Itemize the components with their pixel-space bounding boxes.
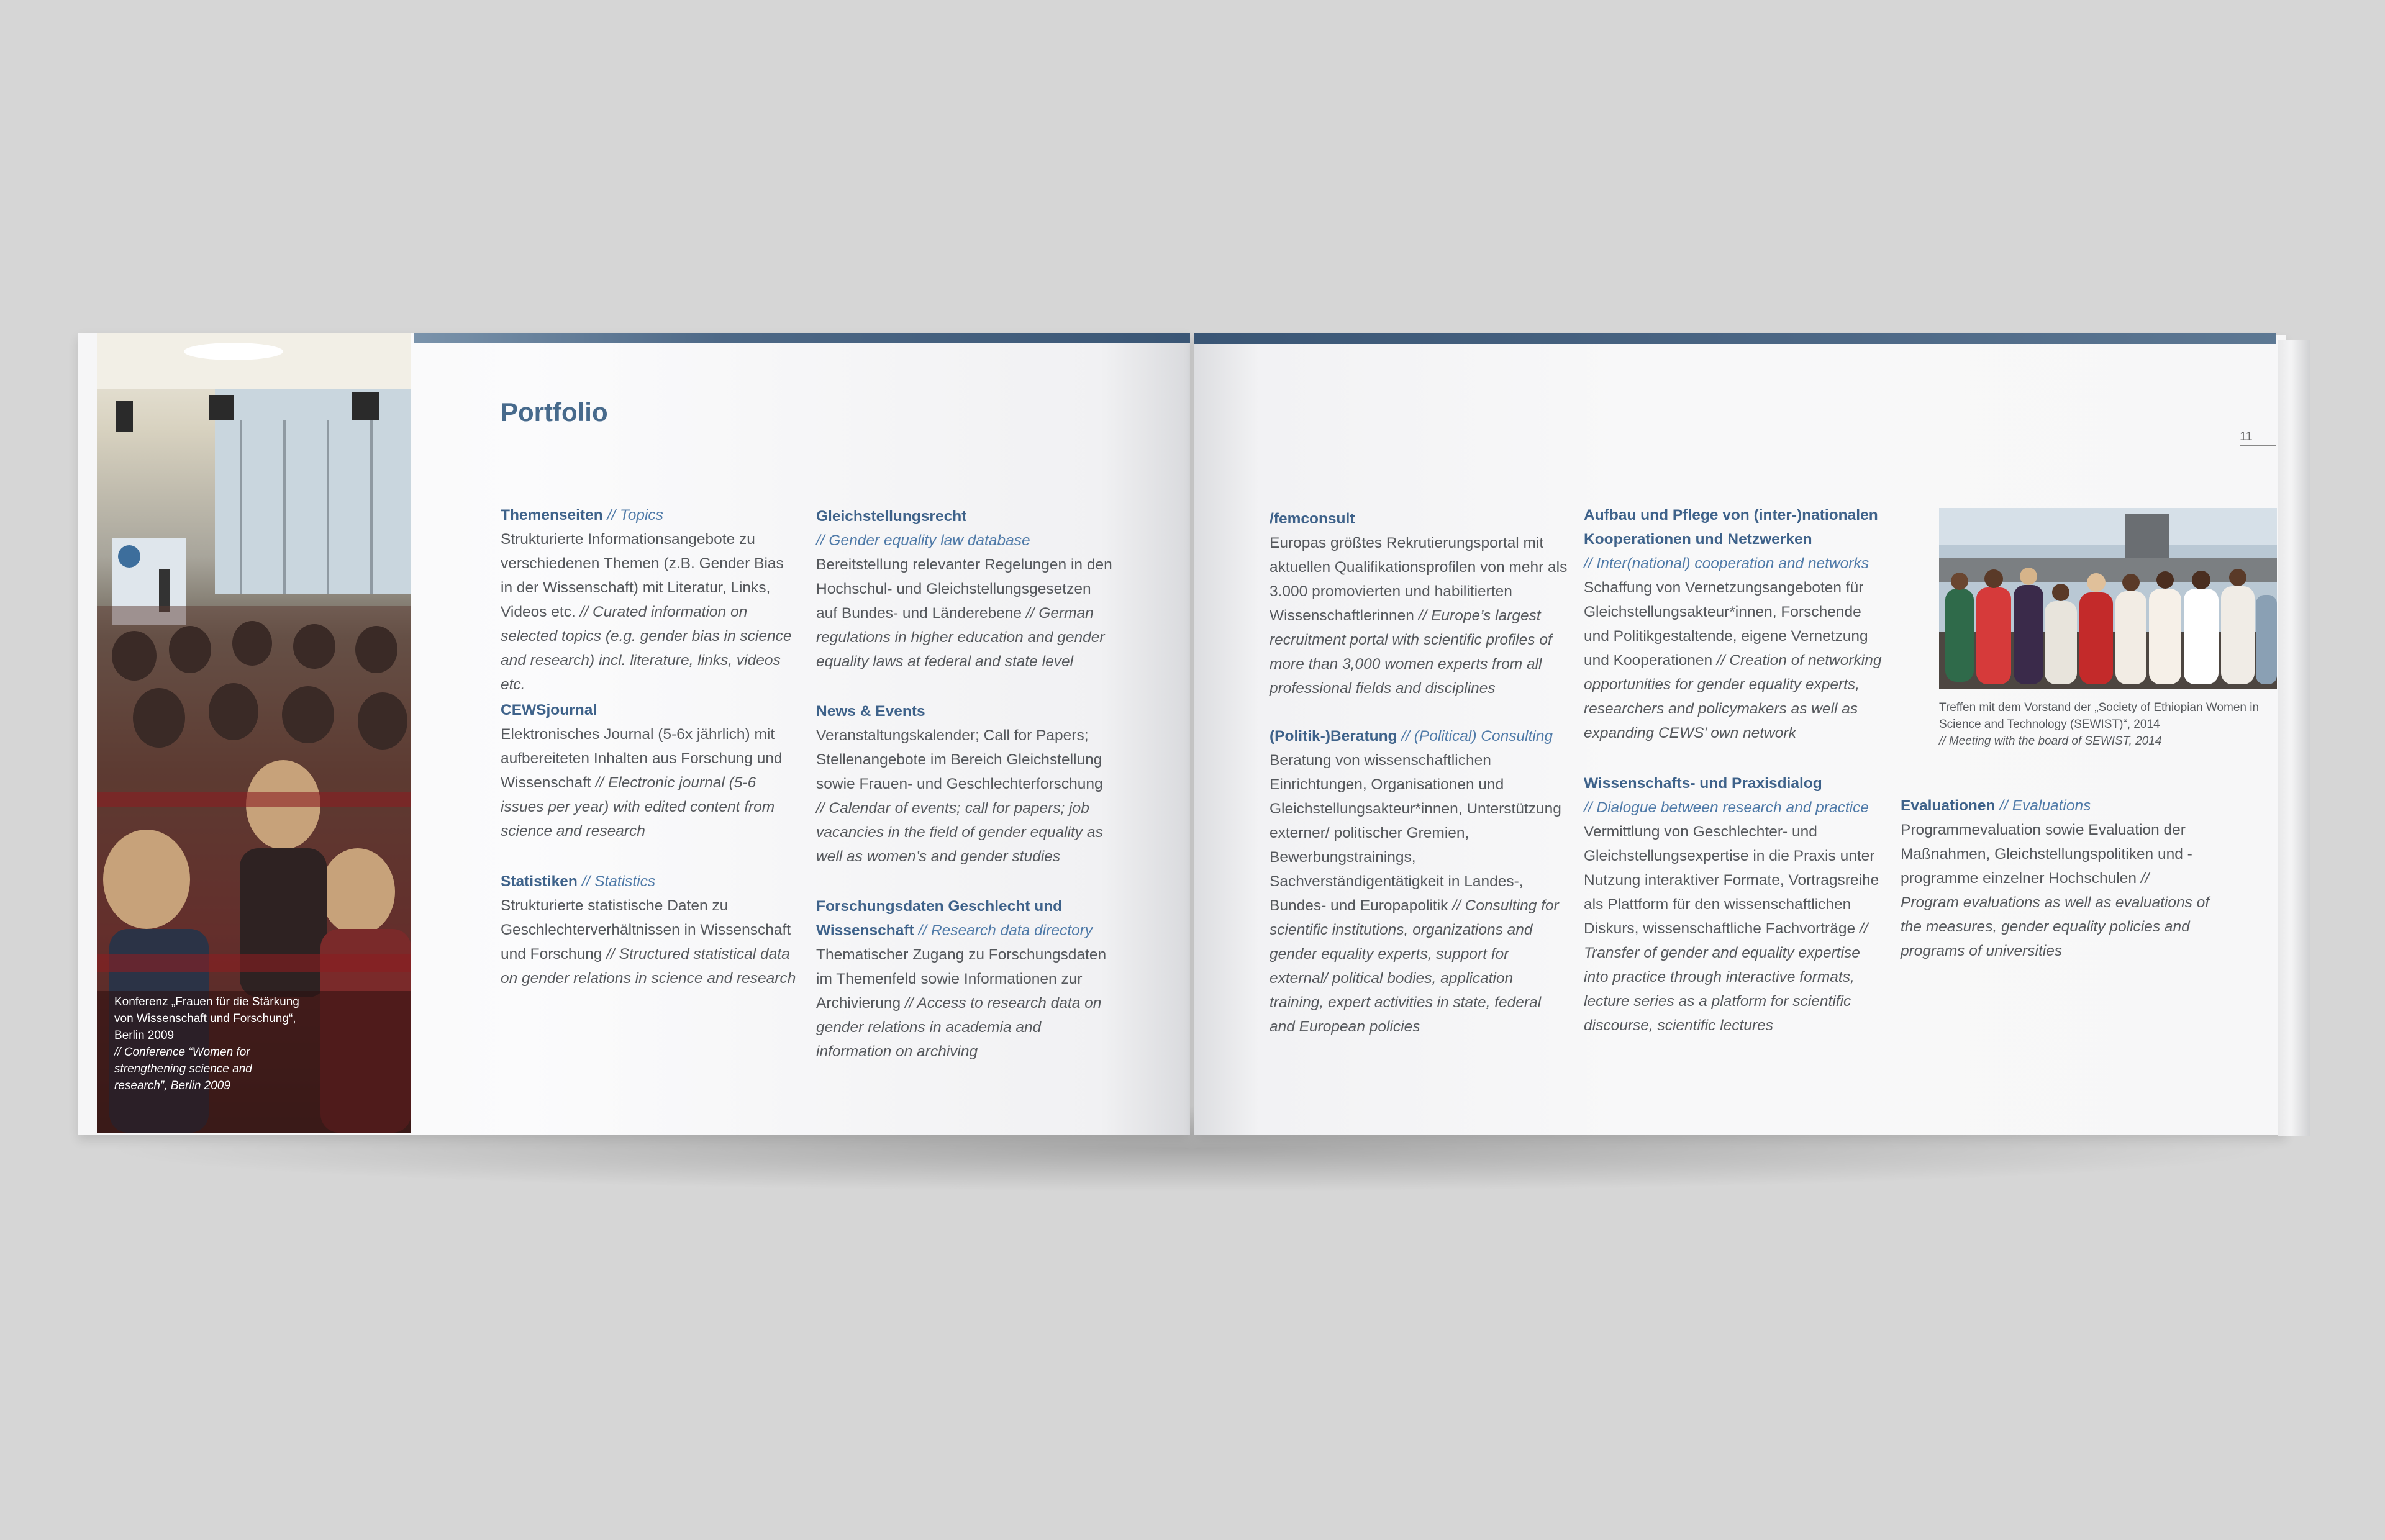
section-body-en: // German regulations in higher education and gender equality laws at federal and state level [816, 605, 1105, 670]
section-kooperationen [1584, 503, 1888, 745]
left-photo-caption-en: // Conference “Women for strengthening science and research”, Berlin 2009 [114, 1046, 252, 1092]
section-body: Thematischer Zugang zu Forschungsdaten im Themenfeld sowie Informationen zur Archivierung [816, 946, 1107, 1012]
section-heading-en: // Research data directory [918, 922, 1093, 939]
section-news-events [816, 699, 1114, 869]
section-heading-en: // Evaluations [1999, 797, 2091, 814]
section-body-en: // Europe’s largest recruitment portal with scientific profiles of more than 3,000 women experts from all professional fields and disciplines [1270, 607, 1552, 697]
section-heading: Statistiken [501, 873, 578, 890]
section-body-en: // Calendar of events; call for papers; job vacancies in the field of gender equality as well as women’s and gender studies [816, 800, 1103, 865]
section-heading: Wissenschafts- und Praxisdialog [1584, 775, 1822, 792]
page-number-rule [2240, 445, 2276, 446]
section-heading: Evaluationen [1901, 797, 1996, 814]
section-heading: Gleichstellungsrecht [816, 508, 967, 525]
section-body: Strukturierte Informationsangebote zu verschiedenen Themen (z.B. Gender Bias in der Wissenschaft) mit Literatur, Links, Videos etc. [501, 531, 784, 620]
right-header-band [1194, 333, 2276, 344]
section-heading-en: // Gender equality law database [816, 532, 1030, 549]
section-heading: Forschungsdaten Geschlecht und Wissenschaft [816, 898, 1063, 939]
page-number: 11 [2240, 430, 2253, 443]
section-body: Strukturierte statistische Daten zu Geschlechterverhältnissen in Wissenschaft und Forschung [501, 897, 791, 962]
section-heading: (Politik-)Beratung [1270, 728, 1397, 745]
section-heading: Aufbau und Pflege von (inter-)nationalen Kooperationen und Netzwerken [1584, 507, 1878, 548]
meeting-photo [1939, 508, 2277, 689]
right-photo-caption-de: Treffen mit dem Vorstand der „Society of Ethiopian Women in Science and Technology (SEWIST)“, 2014 [1939, 701, 2260, 731]
section-body-en: // Curated information on selected topics (e.g. gender bias in science and research) incl. literature, links, videos etc. [501, 604, 792, 693]
right-photo-caption [1939, 699, 2274, 750]
section-dialog [1584, 771, 1888, 1038]
section-heading-en: // Statistics [581, 873, 656, 890]
section-themenseiten [501, 503, 799, 697]
section-evaluationen [1901, 794, 2211, 963]
section-statistiken [501, 869, 799, 990]
section-heading: CEWSjournal [501, 702, 597, 718]
section-body: Vermittlung von Geschlechter- und Gleichstellungsexpertise in die Praxis unter Nutzung interaktiver Formate, Vortragsreihe als Plattform für den wissenschaftlichen Diskurs, wissenschaftliche Fachvorträge [1584, 823, 1879, 937]
section-gleichstellungsrecht [816, 504, 1114, 674]
section-body-en: // Structured statistical data on gender relations in science and research [501, 946, 796, 987]
right-photo-caption-en: // Meeting with the board of SEWIST, 2014 [1939, 735, 2162, 748]
section-forschungsdaten [816, 894, 1114, 1064]
section-body-en: // Transfer of gender and equality expertise into practice through interactive formats, lecture series as a platform for scientific discourse, scientific lectures [1584, 920, 1868, 1034]
section-body-en: // Program evaluations as well as evaluations of the measures, gender equality policies and programs of universities [1901, 870, 2210, 959]
section-body: Europas größtes Rekrutierungsportal mit aktuellen Qualifikationsprofilen von mehr als 3.000 promovierten und habilitierten Wissenschaftlerinnen [1270, 535, 1568, 624]
section-femconsult [1270, 507, 1568, 700]
section-beratung [1270, 724, 1568, 1039]
section-body-en: // Creation of networking opportunities for gender equality experts, researchers and policymakers as well as expanding CEWS’ own network [1584, 652, 1882, 741]
section-body: Elektronisches Journal (5-6x jährlich) mit aufbereiteten Inhalten aus Forschung und Wissenschaft [501, 726, 783, 791]
section-heading: News & Events [816, 703, 925, 720]
section-body: Schaffung von Vernetzungsangeboten für Gleichstellungsakteur*innen, Forschende und Politikgestaltende, eigene Vernetzung und Kooperationen [1584, 579, 1868, 669]
left-photo-caption [114, 994, 301, 1094]
section-body-en: // Consulting for scientific institutions, organizations and gender equality experts, support for external/ political bodies, application training, expert activities in state, federal and European policies [1270, 897, 1559, 1035]
section-body-en: // Electronic journal (5-6 issues per year) with edited content from science and research [501, 774, 775, 840]
page-title: Portfolio [501, 397, 608, 427]
page-edges [2278, 340, 2310, 1136]
section-cewsjournal [501, 698, 799, 843]
left-photo-caption-de: Konferenz „Frauen für die Stärkung von Wissenschaft und Forschung“, Berlin 2009 [114, 995, 299, 1042]
section-heading: /femconsult [1270, 510, 1355, 527]
meeting-illustration [1939, 508, 2277, 689]
section-body-en: // Access to research data on gender relations in academia and information on archiving [816, 995, 1102, 1060]
section-heading-en: // Inter(national) cooperation and networks [1584, 555, 1869, 572]
left-header-band [414, 333, 1190, 343]
section-body: Veranstaltungskalender; Call for Papers; Stellenangebote im Bereich Gleichstellung sowie Frauen- und Geschlechterforschung [816, 727, 1103, 792]
section-heading-en: // (Political) Consulting [1401, 728, 1553, 745]
section-body: Bereitstellung relevanter Regelungen in den Hochschul- und Gleichstellungsgesetzen auf Bundes- und Länderebene [816, 556, 1112, 622]
section-body: Beratung von wissenschaftlichen Einrichtungen, Organisationen und Gleichstellungsakteur*innen, Unterstützung externer/ politischer Gremien, Bewerbungstrainings, Sachverständigentätigkeit in Landes-, Bundes- und Europapolitik [1270, 752, 1561, 914]
section-heading: Themenseiten [501, 507, 603, 523]
section-body: Programmevaluation sowie Evaluation der Maßnahmen, Gleichstellungspolitiken und -programme einzelner Hochschulen [1901, 822, 2192, 887]
section-heading-en: // Topics [607, 507, 663, 523]
section-heading-en: // Dialogue between research and practice [1584, 799, 1869, 816]
